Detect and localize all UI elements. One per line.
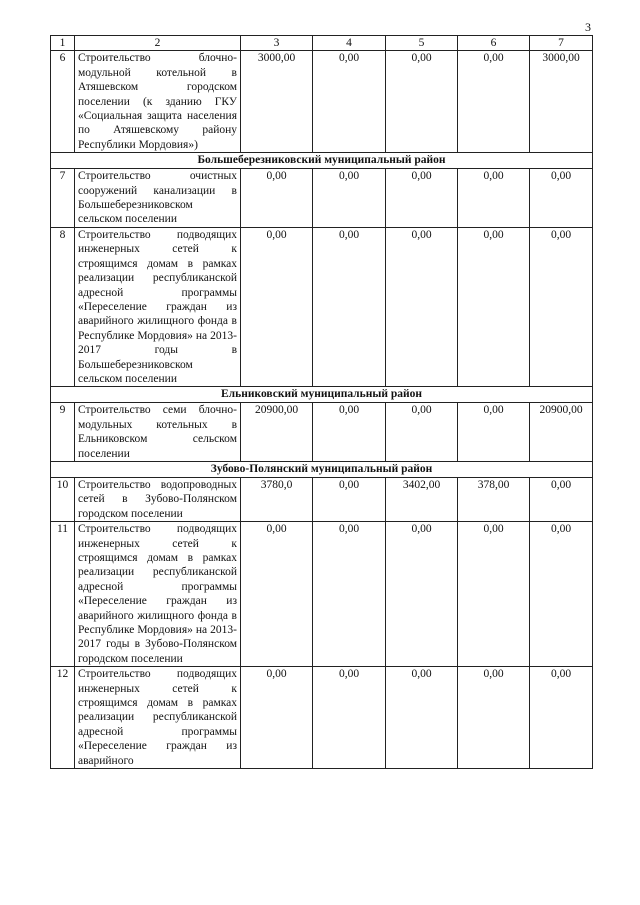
value-col-6: 0,00 [458,169,530,228]
section-title: Большеберезниковский муниципальный район [51,153,593,169]
column-header: 1 [51,36,75,51]
value-col-3: 0,00 [241,667,313,769]
column-header: 7 [530,36,593,51]
value-col-7: 0,00 [530,477,593,521]
row-description: Строительство блочно-модульной котельной в Атяшевском городском поселении (к зданию ГКУ «Социальная защита населения по Атяшевскому району Республики Мордовия») [75,51,241,153]
value-col-4: 0,00 [313,51,386,153]
value-col-7: 0,00 [530,169,593,228]
column-header: 4 [313,36,386,51]
row-description: Строительство подводящих инженерных сетей к строящимся домам в рамках реализации республиканской адресной программы «Переселение граждан из аварийного [75,667,241,769]
value-col-5: 0,00 [386,169,458,228]
table-row [51,169,593,228]
column-header: 6 [458,36,530,51]
value-col-5: 0,00 [386,667,458,769]
section-row [51,461,593,477]
table-row [51,522,593,667]
row-number: 10 [51,477,75,521]
value-col-3: 20900,00 [241,403,313,462]
value-col-5: 0,00 [386,227,458,386]
section-row [51,153,593,169]
table-row [51,227,593,386]
row-description: Строительство семи блочно-модульных котельных в Ельниковском сельском поселении [75,403,241,462]
table-row [51,477,593,521]
value-col-3: 0,00 [241,227,313,386]
value-col-7: 0,00 [530,227,593,386]
row-number: 12 [51,667,75,769]
value-col-3: 3780,0 [241,477,313,521]
value-col-5: 0,00 [386,522,458,667]
row-description: Строительство водопроводных сетей в Зубово-Полянском городском поселении [75,477,241,521]
table-row [51,667,593,769]
value-col-4: 0,00 [313,169,386,228]
row-number: 9 [51,403,75,462]
row-number: 11 [51,522,75,667]
value-col-6: 0,00 [458,522,530,667]
row-number: 8 [51,227,75,386]
value-col-6: 0,00 [458,403,530,462]
page-number: 3 [585,20,591,34]
value-col-6: 378,00 [458,477,530,521]
row-number: 7 [51,169,75,228]
budget-table [50,35,593,769]
column-header: 5 [386,36,458,51]
value-col-7: 0,00 [530,522,593,667]
value-col-3: 0,00 [241,169,313,228]
value-col-7: 0,00 [530,667,593,769]
row-description: Строительство подводящих инженерных сетей к строящимся домам в рамках реализации республиканской адресной программы «Переселение граждан из аварийного жилищного фонда в Республике Мордовия» на 2013-2017 годы в Большеберезниковском сельском поселении [75,227,241,386]
value-col-5: 0,00 [386,51,458,153]
value-col-3: 0,00 [241,522,313,667]
value-col-7: 20900,00 [530,403,593,462]
value-col-4: 0,00 [313,477,386,521]
section-title: Зубово-Полянский муниципальный район [51,461,593,477]
value-col-6: 0,00 [458,227,530,386]
value-col-7: 3000,00 [530,51,593,153]
value-col-3: 3000,00 [241,51,313,153]
row-description: Строительство подводящих инженерных сетей к строящимся домам в рамках реализации республиканской адресной программы «Переселение граждан из аварийного жилищного фонда в Республике Мордовия» на 2013-2017 годы в Зубово-Полянском городском поселении [75,522,241,667]
row-description: Строительство очистных сооружений канализации в Большеберезниковском сельском поселении [75,169,241,228]
value-col-4: 0,00 [313,227,386,386]
column-header: 2 [75,36,241,51]
value-col-4: 0,00 [313,667,386,769]
value-col-5: 0,00 [386,403,458,462]
value-col-5: 3402,00 [386,477,458,521]
value-col-6: 0,00 [458,51,530,153]
table-row [51,403,593,462]
table-row [51,51,593,153]
value-col-4: 0,00 [313,403,386,462]
section-title: Ельниковский муниципальный район [51,387,593,403]
row-number: 6 [51,51,75,153]
table-header-row [51,36,593,51]
section-row [51,387,593,403]
value-col-4: 0,00 [313,522,386,667]
value-col-6: 0,00 [458,667,530,769]
column-header: 3 [241,36,313,51]
